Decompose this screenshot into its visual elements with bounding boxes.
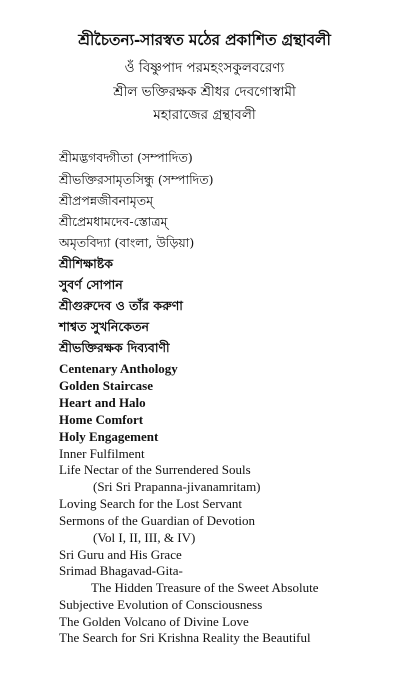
book-title-bengali: শ্রীগুরুদেব ও তাঁর করুণা bbox=[59, 298, 183, 313]
book-title-english-subtitle: The Hidden Treasure of the Sweet Absolute bbox=[91, 580, 319, 595]
author-line-2: শ্রীল ভক্তিরক্ষক শ্রীধর দেবগোস্বামী bbox=[113, 84, 296, 100]
book-title-english: Sermons of the Guardian of Devotion bbox=[59, 513, 256, 528]
book-title-english-subtitle: (Vol I, II, III, & IV) bbox=[93, 530, 196, 545]
author-line-1: ওঁ বিষ্ণুপাদ পরমহংসকুলবরেণ্য bbox=[124, 60, 285, 76]
book-title-bengali: শ্রীভক্তিরসামৃতসিন্ধু (সম্পাদিত) bbox=[59, 172, 214, 187]
book-title-english: Inner Fulfilment bbox=[59, 446, 145, 461]
book-title-english: Life Nectar of the Surrendered Souls bbox=[59, 462, 251, 477]
book-title-bengali: শ্রীমদ্ভগবদ্গীতা (সম্পাদিত) bbox=[59, 150, 193, 165]
book-title-bengali: শ্রীভক্তিরক্ষক দিব্যবাণী bbox=[59, 340, 170, 355]
book-title-english: The Search for Sri Krishna Reality the Beautiful bbox=[59, 630, 311, 645]
book-title-english: Subjective Evolution of Consciousness bbox=[59, 597, 263, 612]
page-title: শ্রীচৈতন্য-সারস্বত মঠের প্রকাশিত গ্রন্থাবলী bbox=[78, 30, 331, 49]
author-line-3: মহারাজের গ্রন্থাবলী bbox=[153, 107, 256, 123]
book-title-bengali: শ্রীপ্রেমধামদেব-স্তোত্রম্ bbox=[59, 214, 168, 229]
book-title-bengali: শাশ্বত সুখনিকেতন bbox=[59, 319, 149, 334]
book-title-english: Home Comfort bbox=[59, 412, 144, 427]
book-title-english: The Golden Volcano of Divine Love bbox=[59, 614, 249, 629]
book-title-bengali: সুবর্ণ সোপান bbox=[59, 277, 123, 292]
book-title-english-subtitle: (Sri Sri Prapanna-jivanamritam) bbox=[93, 479, 261, 494]
book-title-english: Holy Engagement bbox=[59, 429, 159, 444]
book-title-bengali: শ্রীশিক্ষাষ্টক bbox=[59, 256, 113, 271]
book-title-bengali: শ্রীপ্রপন্নজীবনামৃতম্ bbox=[59, 193, 154, 208]
book-title-english: Srimad Bhagavad-Gita- bbox=[59, 563, 183, 578]
book-title-english: Loving Search for the Lost Servant bbox=[59, 496, 243, 511]
book-title-english: Centenary Anthology bbox=[59, 361, 178, 376]
book-title-english: Golden Staircase bbox=[59, 378, 154, 393]
book-title-bengali: অমৃতবিদ্যা (বাংলা, উড়িয়া) bbox=[59, 235, 195, 250]
book-title-english: Sri Guru and His Grace bbox=[59, 547, 182, 562]
book-title-english: Heart and Halo bbox=[59, 395, 146, 410]
